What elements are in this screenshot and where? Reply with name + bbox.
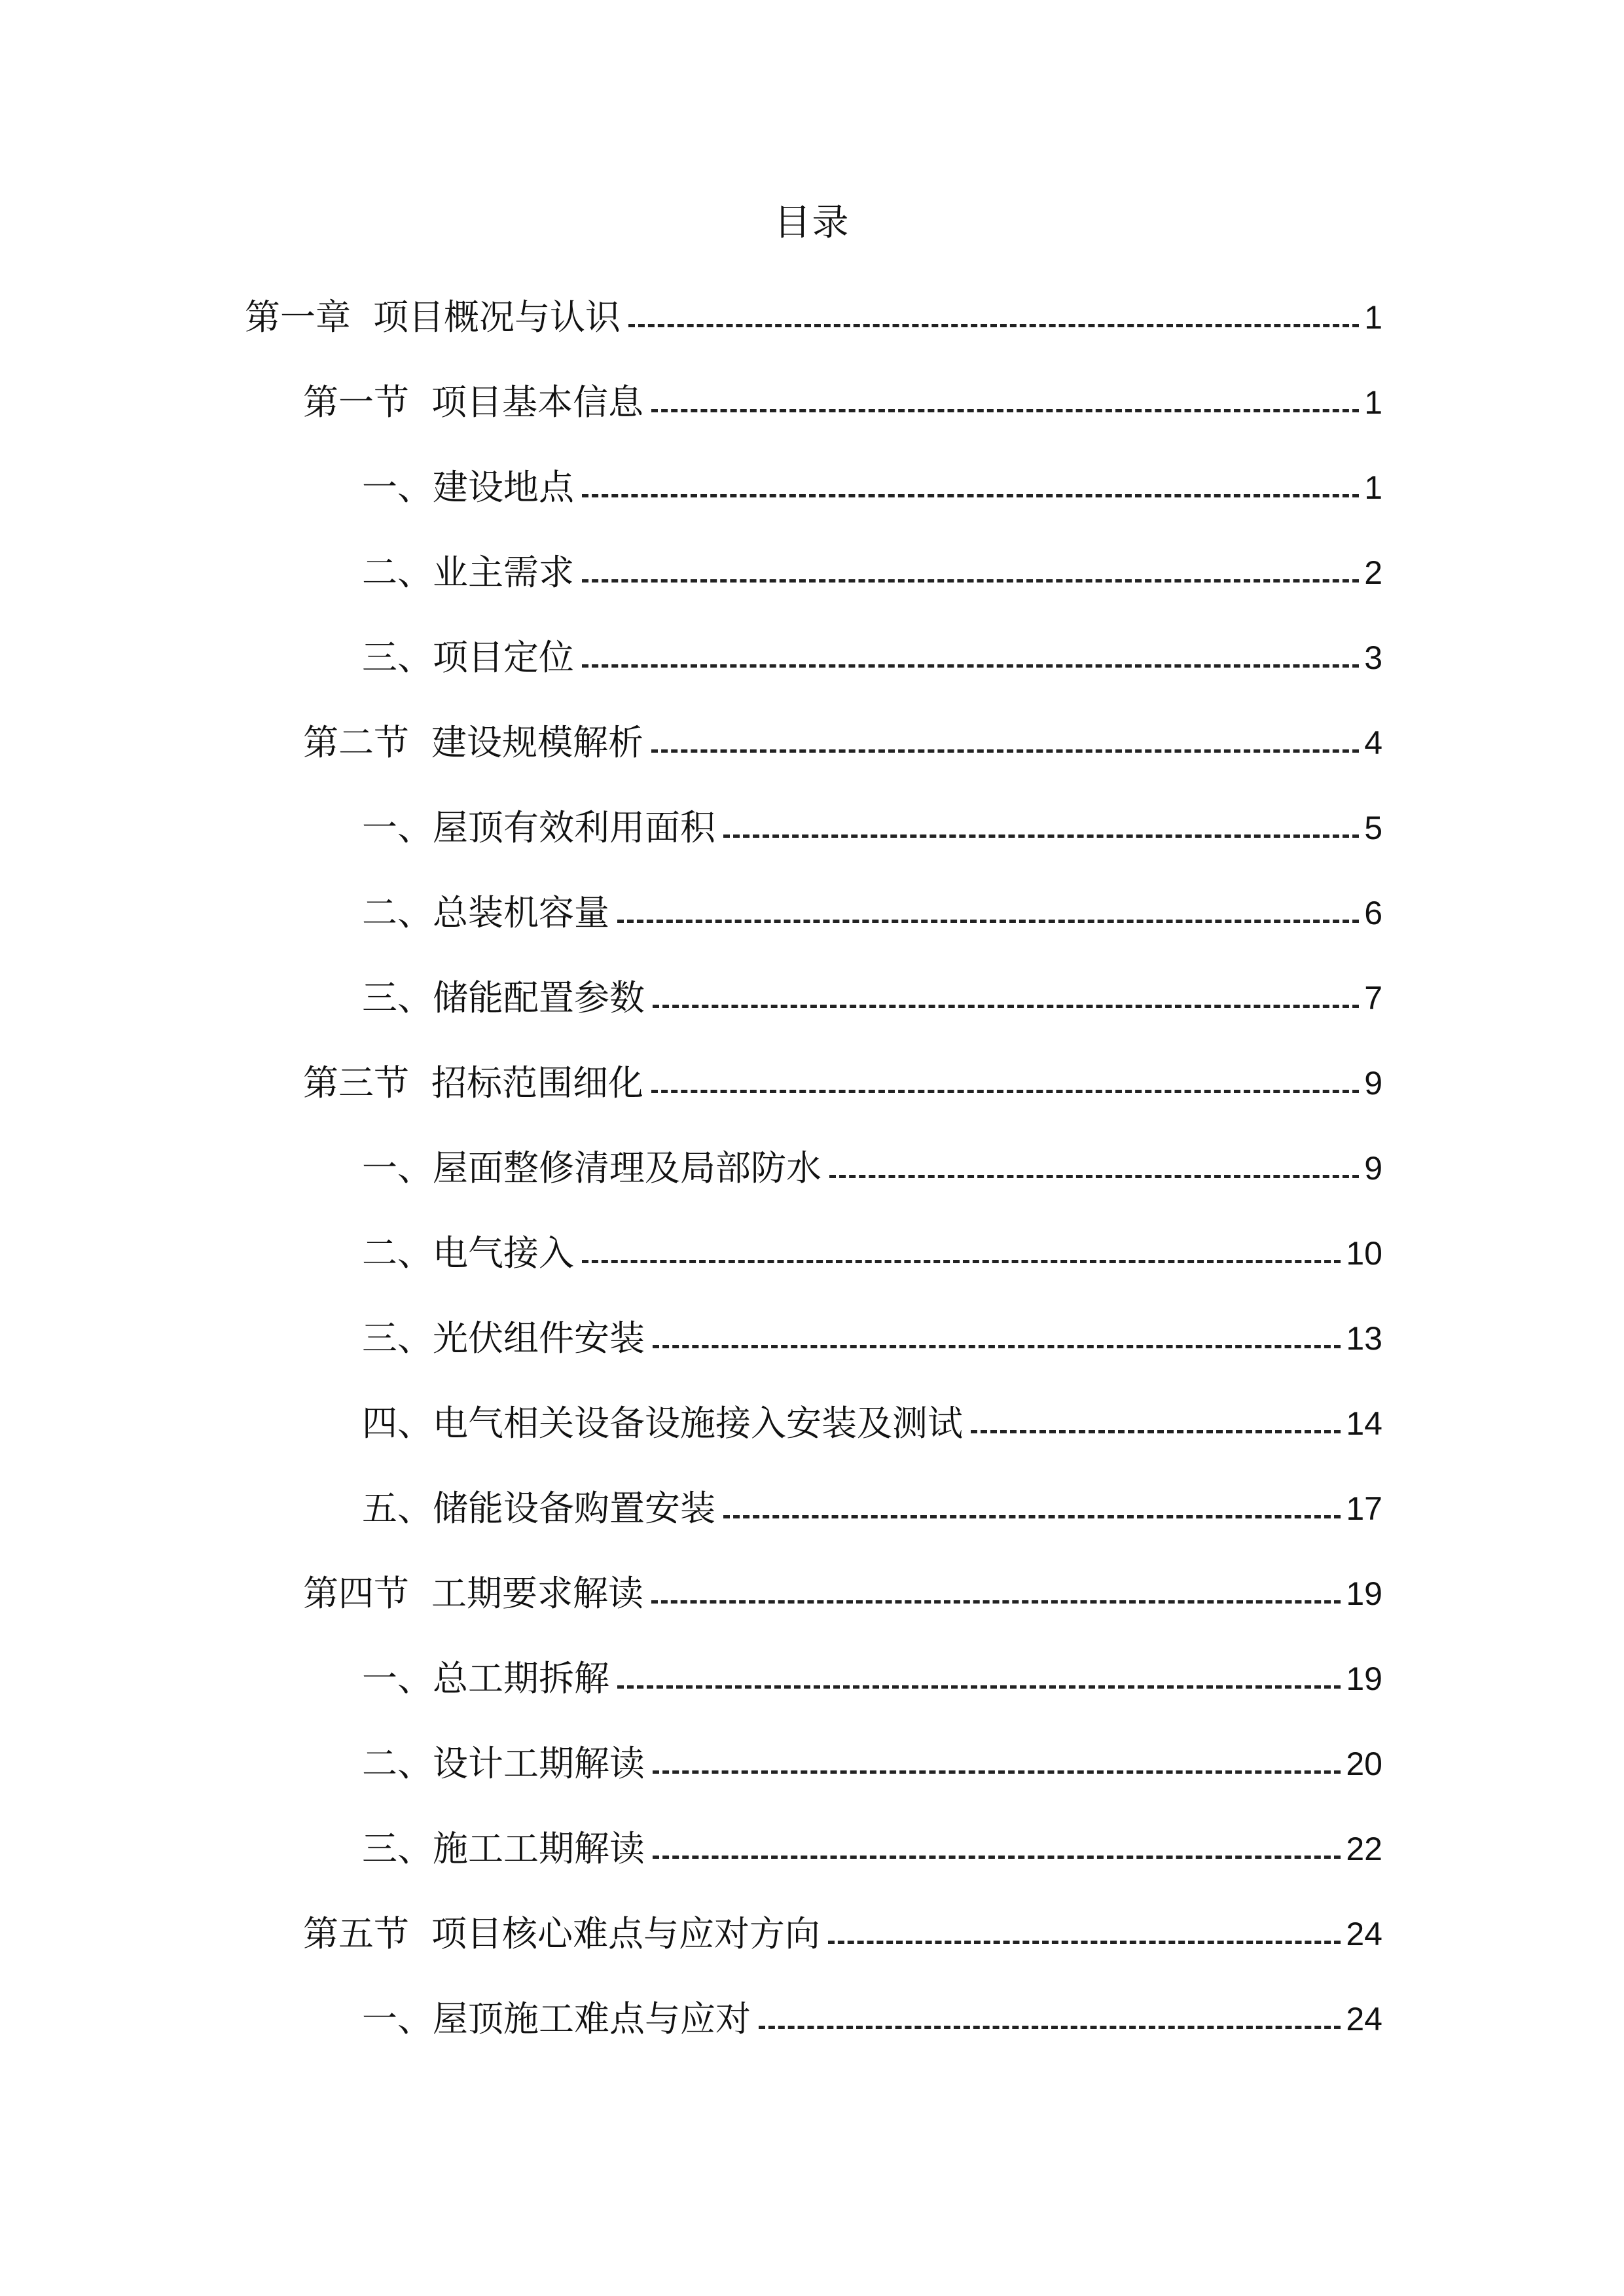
dot-leader [617, 920, 1359, 923]
toc-entry-item[interactable] [362, 1394, 1382, 1453]
toc-entry-page: 9 [1364, 1065, 1382, 1102]
toc-entry-item[interactable] [362, 1224, 1382, 1283]
toc-entry-number: 二、 [362, 1232, 433, 1274]
toc-entry-item[interactable] [362, 628, 1382, 687]
toc-entry-label: 电气接入 [433, 1232, 574, 1274]
dot-leader [651, 1090, 1359, 1093]
toc-entry-label: 项目基本信息 [431, 382, 643, 423]
toc-entry-number: 三、 [362, 1318, 433, 1359]
toc-entry-label: 储能设备购置安装 [433, 1488, 715, 1529]
toc-entry-item[interactable] [362, 1990, 1382, 2049]
toc-entry-page: 19 [1346, 1660, 1382, 1697]
toc-entry-label: 建设规模解析 [431, 722, 643, 763]
toc-entry-number: 二、 [362, 892, 433, 933]
toc-entry-label: 电气相关设备设施接入安装及测试 [433, 1403, 963, 1444]
dot-leader [628, 324, 1359, 327]
toc-entry-label: 屋面整修清理及局部防水 [433, 1147, 821, 1189]
toc-entry-label: 工期要求解读 [431, 1573, 643, 1614]
toc-entry-item[interactable] [362, 798, 1382, 857]
toc-entry-label: 储能配置参数 [433, 977, 645, 1018]
toc-entry-number: 一、 [362, 467, 433, 508]
dot-leader [651, 409, 1359, 412]
dot-leader [653, 1005, 1359, 1008]
toc-entry-page: 10 [1346, 1235, 1382, 1272]
toc-entry-number: 一、 [362, 807, 433, 848]
toc-entry-item[interactable] [362, 884, 1382, 942]
toc-entry-number: 第五节 [303, 1913, 409, 1954]
toc-entry-label: 项目核心难点与应对方向 [431, 1913, 820, 1954]
toc-entry-section-3[interactable] [303, 1054, 1382, 1113]
toc-entry-page: 13 [1346, 1320, 1382, 1357]
dot-leader [829, 1175, 1359, 1178]
toc-entry-label: 建设地点 [433, 467, 574, 508]
toc-entry-label: 项目定位 [433, 637, 574, 678]
toc-entry-label: 招标范围细化 [431, 1062, 643, 1103]
toc-entry-number: 一、 [362, 1998, 433, 2039]
toc-entry-number: 第一节 [303, 382, 409, 423]
toc-entry-label: 总工期拆解 [433, 1658, 609, 1699]
toc-entry-page: 1 [1364, 299, 1382, 336]
toc-entry-number: 二、 [362, 552, 433, 593]
toc-entry-item[interactable] [362, 1139, 1382, 1198]
toc-entry-item[interactable] [362, 969, 1382, 1028]
toc-entry-item[interactable] [362, 458, 1382, 517]
toc-entry-number: 一、 [362, 1658, 433, 1699]
toc-entry-page: 20 [1346, 1746, 1382, 1782]
toc-entry-page: 5 [1364, 810, 1382, 846]
toc-entry-item[interactable] [362, 1309, 1382, 1368]
toc-entry-number: 一、 [362, 1147, 433, 1189]
toc-entry-number: 三、 [362, 637, 433, 678]
toc-entry-label: 屋顶施工难点与应对 [433, 1998, 751, 2039]
toc-entry-label: 设计工期解读 [433, 1743, 645, 1784]
toc-entry-page: 19 [1346, 1575, 1382, 1612]
dot-leader [653, 1770, 1341, 1774]
toc-entry-page: 2 [1364, 554, 1382, 591]
dot-leader [582, 1260, 1341, 1263]
toc-entry-section-4[interactable] [303, 1564, 1382, 1623]
toc-entry-item[interactable] [362, 1649, 1382, 1708]
toc-title: 目录 [774, 202, 850, 244]
toc-entry-number: 第一章 [245, 296, 351, 338]
toc-entry-page: 14 [1346, 1405, 1382, 1442]
toc-entry-number: 二、 [362, 1743, 433, 1784]
toc-entry-item[interactable] [362, 1820, 1382, 1878]
toc-entry-page: 9 [1364, 1150, 1382, 1187]
toc-entry-page: 6 [1364, 895, 1382, 931]
toc-entry-item[interactable] [362, 1479, 1382, 1538]
dot-leader [971, 1430, 1341, 1433]
toc-entry-page: 3 [1364, 639, 1382, 676]
dot-leader [582, 664, 1359, 668]
toc-entry-label: 光伏组件安装 [433, 1318, 645, 1359]
toc-entry-page: 24 [1346, 2001, 1382, 2037]
toc-entry-page: 7 [1364, 980, 1382, 1016]
dot-leader [653, 1345, 1341, 1348]
toc-entry-label: 项目概况与认识 [373, 296, 621, 338]
toc-entry-number: 第三节 [303, 1062, 409, 1103]
dot-leader [653, 1856, 1341, 1859]
toc-entry-label: 施工工期解读 [433, 1828, 645, 1869]
toc-entry-page: 1 [1364, 469, 1382, 506]
toc-entry-section-5[interactable] [303, 1905, 1382, 1964]
toc-entry-chapter-1[interactable] [245, 288, 1382, 347]
dot-leader [651, 749, 1359, 753]
dot-leader [828, 1941, 1341, 1944]
toc-entry-page: 22 [1346, 1831, 1382, 1867]
dot-leader [651, 1600, 1341, 1604]
toc-entry-number: 四、 [362, 1403, 433, 1444]
dot-leader [723, 834, 1359, 838]
dot-leader [723, 1515, 1341, 1518]
dot-leader [582, 494, 1359, 497]
dot-leader [617, 1685, 1341, 1689]
dot-leader [582, 579, 1359, 583]
toc-entry-label: 总装机容量 [433, 892, 609, 933]
toc-entry-item[interactable] [362, 543, 1382, 602]
toc-entry-section-2[interactable] [303, 713, 1382, 772]
toc-entry-page: 24 [1346, 1916, 1382, 1952]
toc-entry-page: 17 [1346, 1490, 1382, 1527]
toc-entry-number: 三、 [362, 977, 433, 1018]
toc-entry-page: 4 [1364, 725, 1382, 761]
toc-entry-item[interactable] [362, 1734, 1382, 1793]
toc-entry-number: 第二节 [303, 722, 409, 763]
toc-entry-number: 三、 [362, 1828, 433, 1869]
dot-leader [759, 2026, 1341, 2029]
toc-entry-number: 第四节 [303, 1573, 409, 1614]
toc-entry-page: 1 [1364, 384, 1382, 421]
toc-entry-label: 业主需求 [433, 552, 574, 593]
toc-entry-section-1[interactable] [303, 373, 1382, 432]
toc-entry-number: 五、 [362, 1488, 433, 1529]
toc-entry-label: 屋顶有效利用面积 [433, 807, 715, 848]
